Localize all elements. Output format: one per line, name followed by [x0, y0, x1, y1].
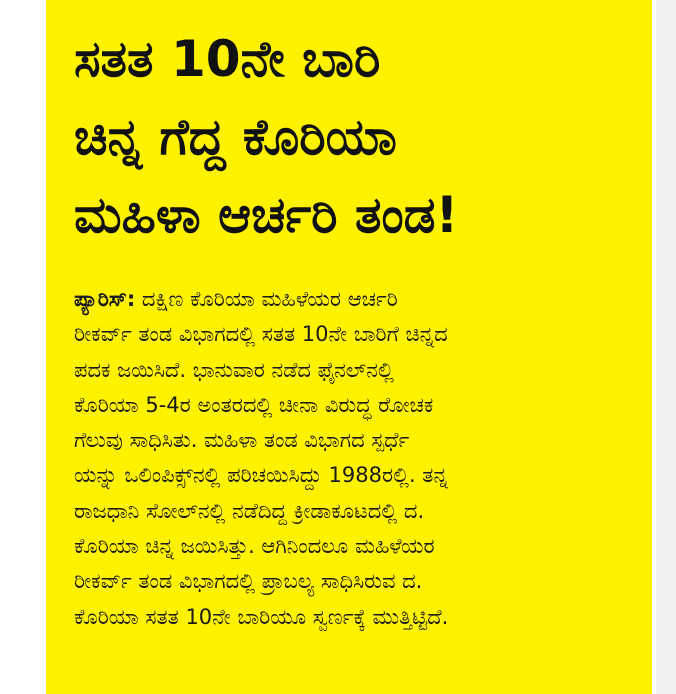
body-line: ರೀಕರ್ವ್ ತಂಡ ವಿಭಾಗದಲ್ಲಿ ಪ್ರಾಬಲ್ಯ ಸಾಧಿಸಿರುವ ದ. [74, 569, 423, 594]
body-line: ಯನ್ನು ಒಲಿಂಪಿಕ್ಸ್‌ನಲ್ಲಿ ಪರಿಚಯಿಸಿದ್ದು 1988ರಲ್ಲಿ. ತನ್ನ [74, 463, 448, 488]
body-line-text: ದಕ್ಷಿಣ ಕೊರಿಯಾ ಮಹಿಳೆಯರ ಆರ್ಚರಿ [135, 287, 398, 311]
dateline: ಪ್ಯಾರಿಸ್: [74, 287, 136, 311]
body-line: ಕೊರಿಯಾ 5-4ರ ಅಂತರದಲ್ಲಿ ಚೀನಾ ವಿರುದ್ಧ ರೋಚಕ [74, 392, 434, 417]
headline [74, 20, 634, 254]
body-line: ಗೆಲುವು ಸಾಧಿಸಿತು. ಮಹಿಳಾ ತಂಡ ವಿಭಾಗದ ಸ್ಪರ್ಧೆ [74, 428, 410, 453]
scroll-gutter [656, 0, 676, 694]
body-line: ರಾಜಧಾನಿ ಸೋಲ್‌ನಲ್ಲಿ ನಡೆದಿದ್ದ ಕ್ರೀಡಾಕೂಟದಲ್ಲಿ ದ. [74, 498, 425, 523]
newspaper-clipping [46, 0, 652, 694]
body-line: ಕೊರಿಯಾ ಸತತ 10ನೇ ಬಾರಿಯೂ ಸ್ವರ್ಣಕ್ಕೆ ಮುತ್ತಿಟ್ಟಿದೆ. [74, 604, 449, 629]
headline-line-2: ಚಿನ್ನ ಗೆದ್ದ ಕೊರಿಯಾ [74, 108, 397, 166]
body-line [74, 282, 644, 317]
body-line: ಕೊರಿಯಾ ಚಿನ್ನ ಜಯಿಸಿತ್ತು. ಆಗಿನಿಂದಲೂ ಮಹಿಳೆಯರ [74, 534, 435, 559]
headline-line-3: ಮಹಿಳಾ ಆರ್ಚರಿ ತಂಡ! [74, 186, 459, 244]
headline-line-1: ಸತತ 10ನೇ ಬಾರಿ [74, 30, 381, 88]
body-line: ರೀಕರ್ವ್ ತಂಡ ವಿಭಾಗದಲ್ಲಿ ಸತತ 10ನೇ ಬಾರಿಗೆ ಚಿನ್ನದ [74, 322, 448, 347]
body-line: ಪದಕ ಜಯಿಸಿದೆ. ಭಾನುವಾರ ನಡೆದ ಫೈನಲ್‌ನಲ್ಲಿ [74, 357, 394, 382]
article-body [74, 282, 644, 635]
